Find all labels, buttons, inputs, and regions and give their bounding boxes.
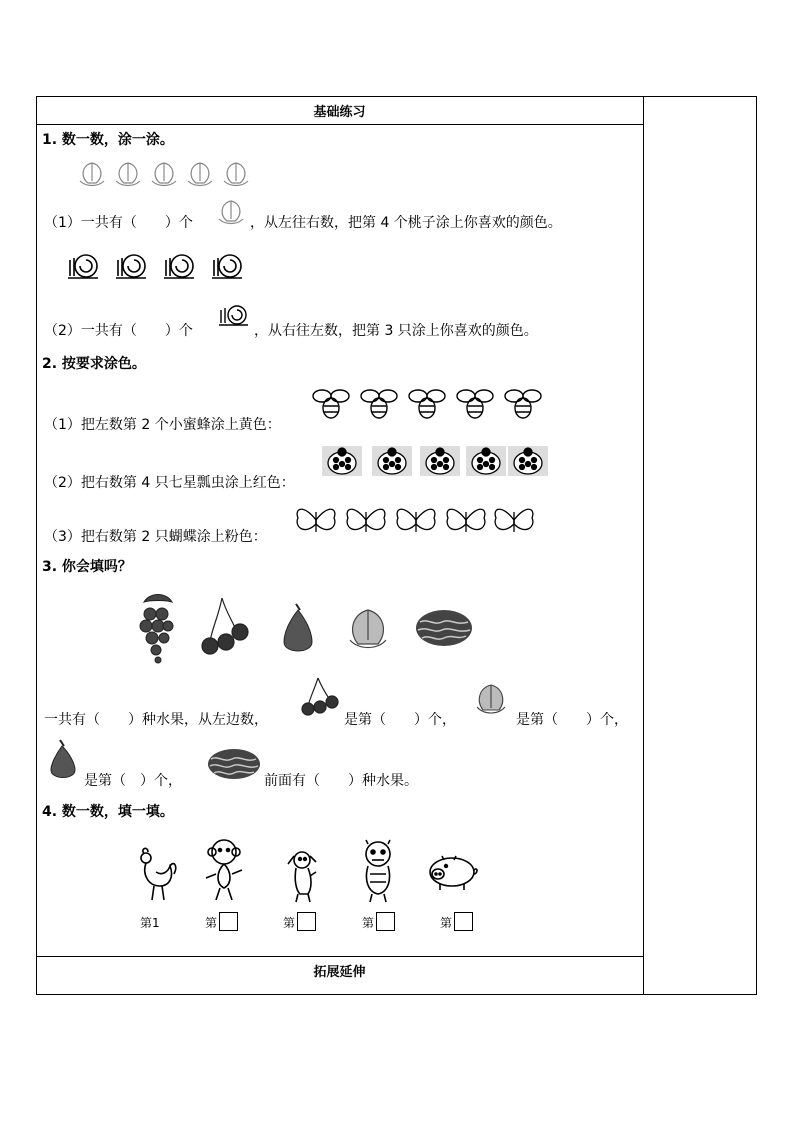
q3-row1-part1: 一共有（ ）种水果，从左边数， [44, 712, 268, 728]
snail-row-image [62, 246, 252, 282]
animal-label-1: 第1 [140, 916, 160, 930]
q3-row2-part2: 前面有（ ）种水果。 [264, 773, 418, 789]
animal-label-2: 第 [205, 912, 238, 931]
ladybug-row-image [320, 444, 560, 478]
table-bottom-border [36, 994, 757, 995]
butterfly-row-image [292, 500, 552, 540]
peach-row-image [74, 155, 254, 189]
q1-line2-prefix: （2）一共有（ ）个 [44, 323, 193, 339]
q3-row1-part3: 是第（ ）个， [516, 712, 628, 728]
q4-title: 4. 数一数，填一填。 [42, 804, 174, 820]
q3-row1-part2: 是第（ ）个， [344, 712, 456, 728]
bee-row-image [310, 384, 550, 424]
animal-label-5: 第 [440, 912, 473, 931]
q1-line1-suffix: ，从左往右数，把第 4 个桃子涂上你喜欢的颜色。 [250, 215, 562, 231]
q3-row2-part1: 是第（ ）个， [84, 773, 182, 789]
table-left-border [36, 96, 37, 995]
section-extend-heading: 拓展延伸 [313, 965, 366, 980]
q2-line2: （2）把右数第 4 只七星瓢虫涂上红色： [44, 475, 295, 491]
answer-box-4[interactable] [376, 912, 395, 931]
animal-label-3: 第 [283, 912, 316, 931]
table-column-divider [643, 96, 644, 995]
answer-box-2[interactable] [219, 912, 238, 931]
snail-icon [216, 300, 250, 330]
peach-fruit-icon [474, 682, 510, 718]
q1-line1-prefix: （1）一共有（ ）个 [44, 215, 193, 231]
pear-icon [48, 738, 82, 782]
watermelon-icon [206, 746, 262, 786]
q3-title: 3. 你会填吗？ [42, 559, 132, 575]
peach-icon [216, 197, 246, 227]
fruit-row-image [132, 588, 482, 668]
q1-line2-suffix: ，从右往左数，把第 3 只涂上你喜欢的颜色。 [254, 323, 538, 339]
q2-line1: （1）把左数第 2 个小蜜蜂涂上黄色： [44, 417, 281, 433]
animal-label-4: 第 [362, 912, 395, 931]
answer-box-3[interactable] [297, 912, 316, 931]
header-divider [36, 124, 643, 125]
animal-row-image [130, 836, 490, 906]
table-right-border [756, 96, 757, 995]
q2-line3: （3）把右数第 2 只蝴蝶涂上粉色： [44, 529, 267, 545]
answer-box-5[interactable] [454, 912, 473, 931]
section-basic-heading: 基础练习 [313, 105, 366, 120]
q2-title: 2. 按要求涂色。 [42, 356, 146, 372]
q1-title: 1. 数一数，涂一涂。 [42, 132, 174, 148]
cherry-icon [298, 676, 342, 720]
extend-divider [36, 956, 643, 957]
table-top-border [36, 96, 757, 97]
